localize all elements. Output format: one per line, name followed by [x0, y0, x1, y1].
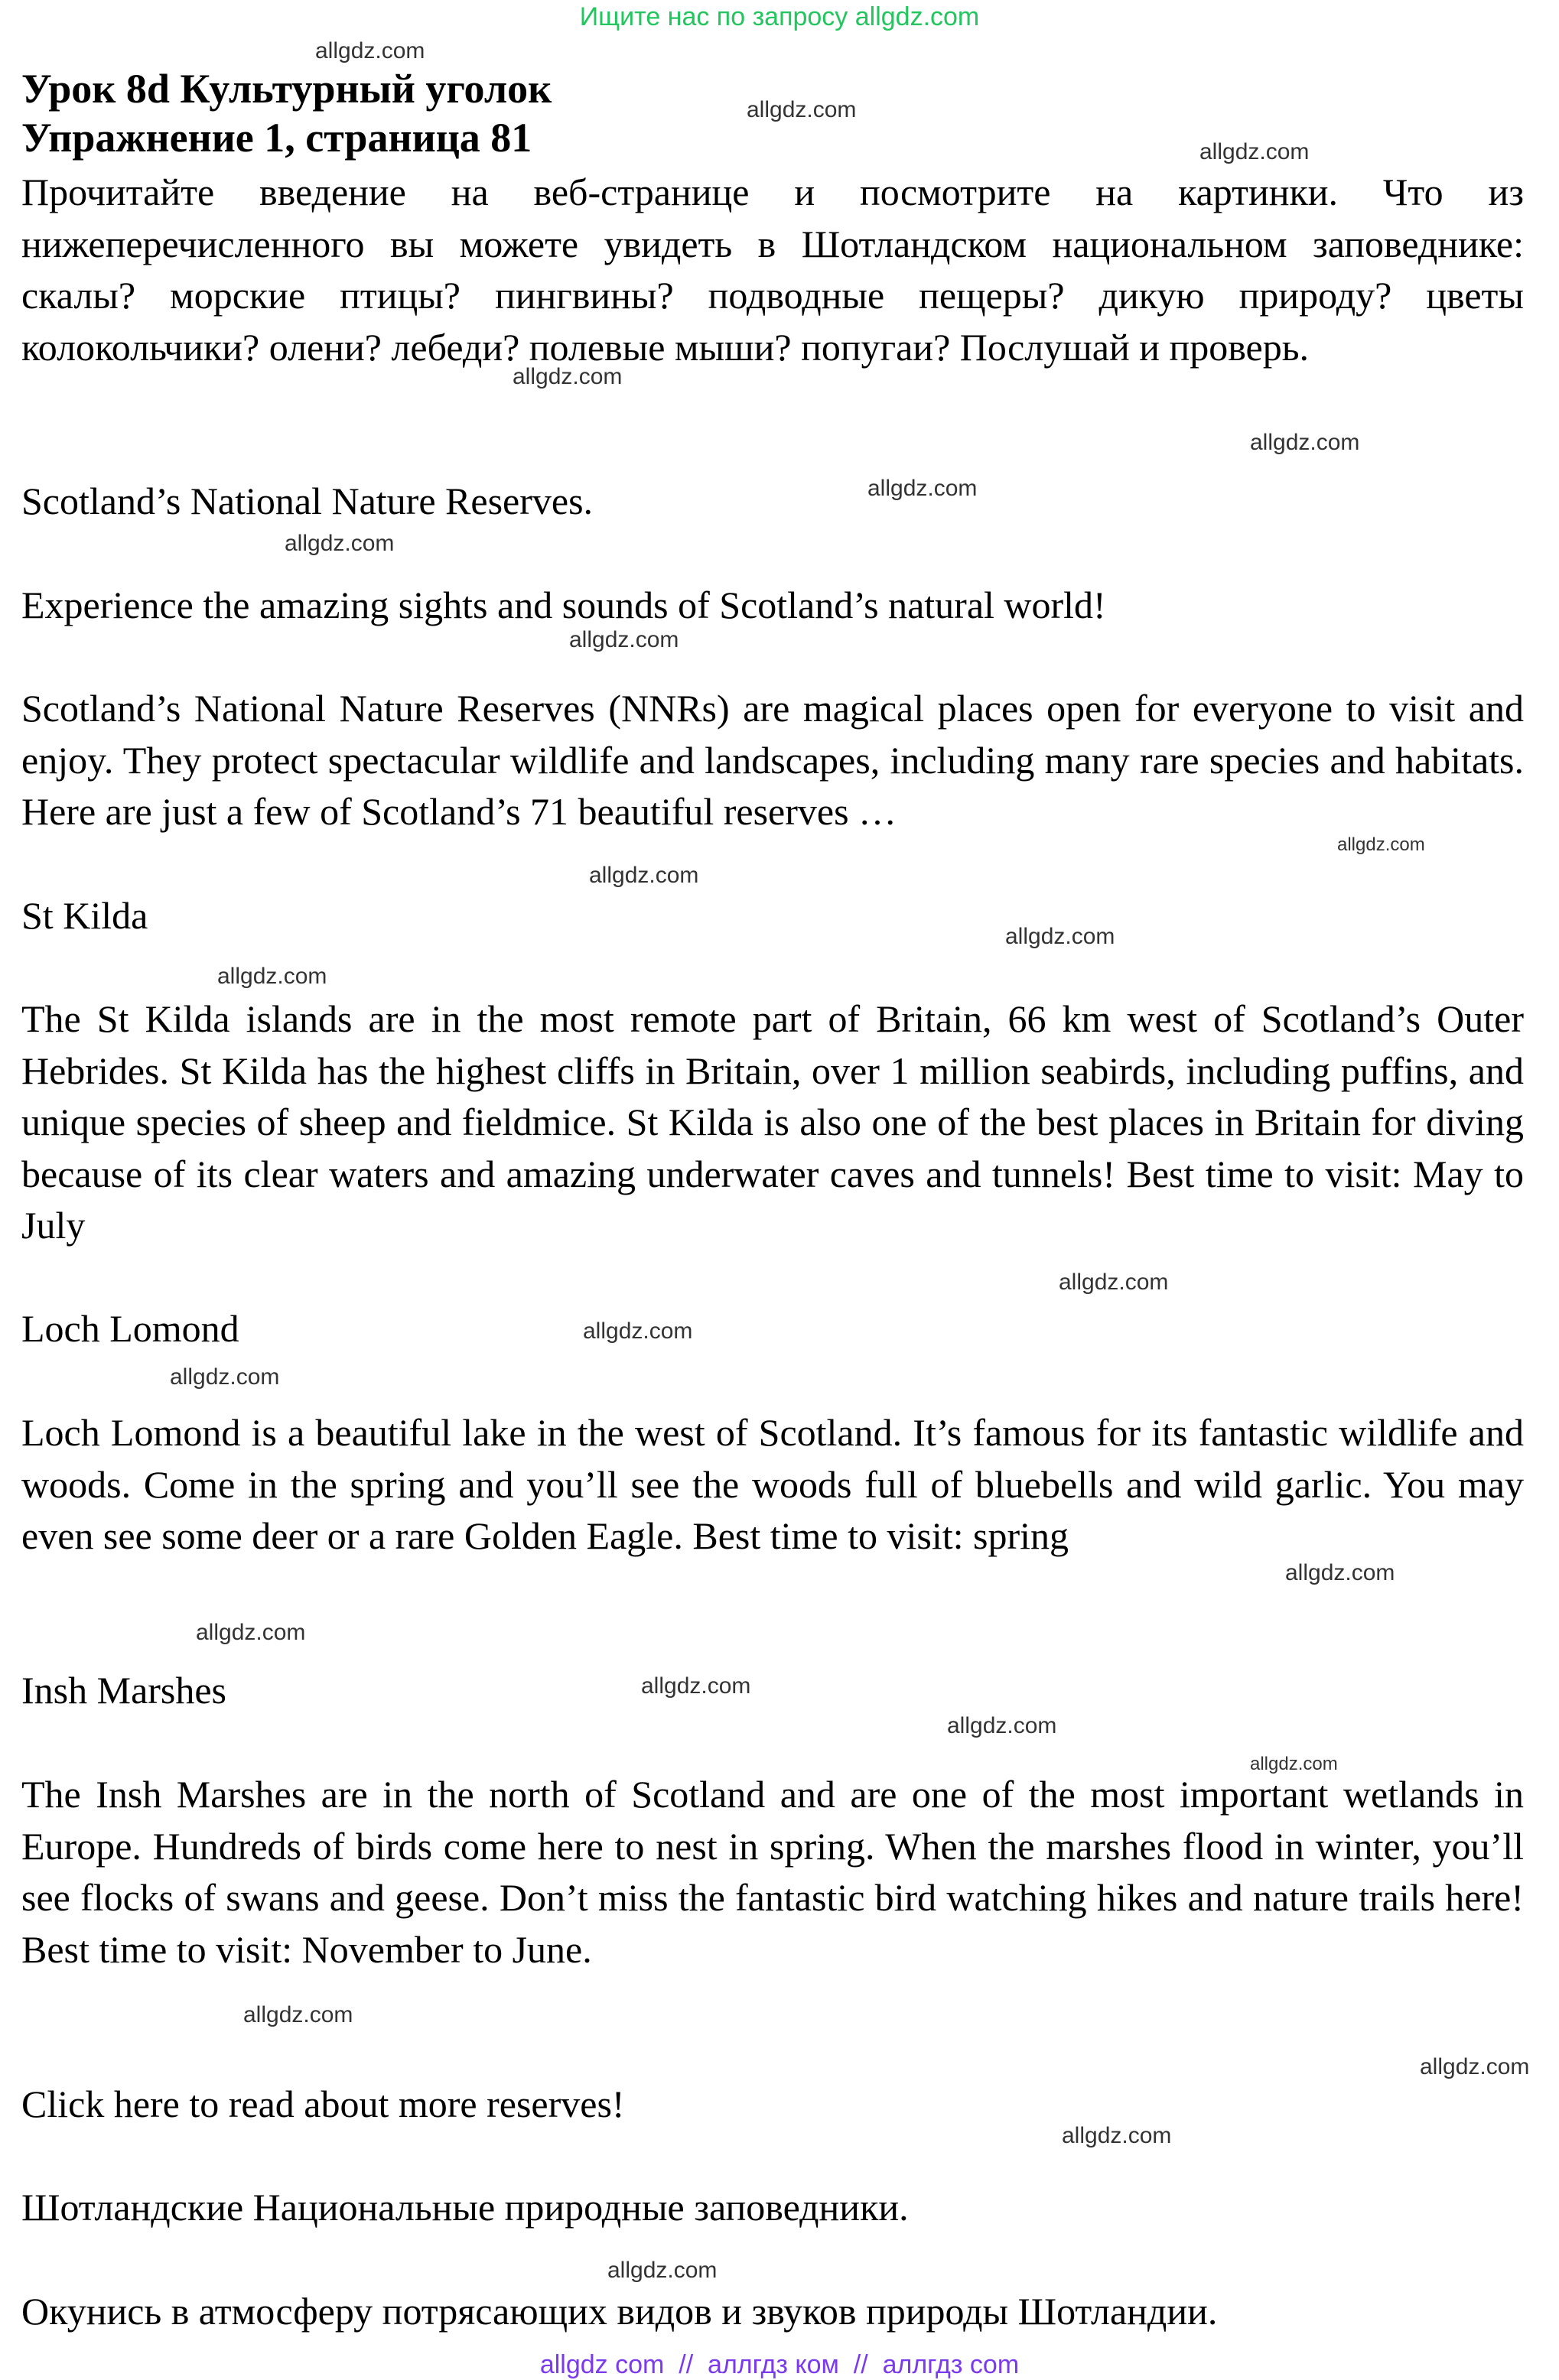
watermark: allgdz.com	[513, 364, 623, 389]
watermark: allgdz.com	[583, 1318, 693, 1344]
section-text-insh-marshes: The Insh Marshes are in the north of Scotland and are one of the most important wetlands in Europe. Hundreds of birds come here to nest in spring. When the marshes flood in winter, you’ll see flocks of swans and geese. Don’t miss the fantastic bird watching hikes and nature trails here! Best time to visit: November to June.	[21, 1773, 1524, 1971]
watermark: allgdz.com	[1005, 924, 1115, 949]
watermark: allgdz.com	[217, 964, 327, 989]
tagline: Experience the amazing sights and sounds of Scotland’s natural world!	[21, 584, 1106, 626]
top-banner: Ищите нас по запросу allgdz.com	[579, 2, 980, 31]
watermark: allgdz.com	[1250, 1754, 1338, 1774]
watermark: allgdz.com	[1285, 1560, 1395, 1585]
watermark: allgdz.com	[641, 1673, 751, 1699]
watermark: allgdz.com	[1250, 430, 1360, 455]
watermark: allgdz.com	[747, 97, 857, 122]
section-title-loch-lomond: Loch Lomond	[21, 1307, 239, 1350]
watermark: allgdz.com	[196, 1620, 306, 1645]
page-heading: Scotland’s National Nature Reserves.	[21, 480, 594, 522]
watermark: allgdz.com	[589, 863, 699, 888]
watermark: allgdz.com	[607, 2258, 718, 2283]
watermark: allgdz.com	[1199, 139, 1310, 164]
more-reserves-link[interactable]: Click here to read about more reserves!	[21, 2082, 625, 2125]
section-title-st-kilda: St Kilda	[21, 894, 148, 937]
watermark: allgdz.com	[1062, 2123, 1172, 2148]
exercise-title: Упражнение 1, страница 81	[21, 115, 532, 161]
watermark: allgdz.com	[947, 1713, 1057, 1738]
section-text-st-kilda: The St Kilda islands are in the most remote part of Britain, 66 km west of Scotland’s Outer Hebrides. St Kilda has the highest cliffs in Britain, over 1 million seabirds, including puffins, and unique species of sheep and fieldmice. St Kilda is also one of the best places in Britain for diving because of its clear waters and amazing underwater caves and tunnels! Best time to visit: May to July	[21, 997, 1524, 1247]
section-title-insh-marshes: Insh Marshes	[21, 1669, 227, 1712]
watermark: allgdz.com	[1337, 834, 1425, 855]
watermark: allgdz.com	[569, 627, 679, 652]
footer-links: allgdz com // аллгдз ком // аллгдз com	[539, 2350, 1020, 2379]
watermark: allgdz.com	[285, 531, 395, 556]
watermark: allgdz.com	[867, 476, 978, 501]
lesson-title: Урок 8d Культурный уголок	[21, 66, 552, 112]
ru-heading: Шотландские Национальные природные заповедники.	[21, 2186, 909, 2229]
section-text-loch-lomond: Loch Lomond is a beautiful lake in the west of Scotland. It’s famous for its fantastic wildlife and woods. Come in the spring and you’ll see the woods full of bluebells and wild garlic. You may even see some deer or a rare Golden Eagle. Best time to visit: spring	[21, 1411, 1524, 1557]
watermark: allgdz.com	[1059, 1270, 1169, 1295]
watermark: allgdz.com	[170, 1364, 280, 1390]
watermark: allgdz.com	[315, 38, 425, 63]
ru-tagline: Окунись в атмосферу потрясающих видов и звуков природы Шотландии.	[21, 2290, 1218, 2333]
intro-paragraph: Scotland’s National Nature Reserves (NNRs) are magical places open for everyone to visit and enjoy. They protect spectacular wildlife and landscapes, including many rare species and habitats. Here are just a few of Scotland’s 71 beautiful reserves …	[21, 687, 1524, 833]
task-text: Прочитайте введение на веб-странице и посмотрите на картинки. Что из нижеперечисленного вы можете увидеть в Шотландском национальном заповеднике: скалы? морские птицы? пингвины? подводные пещеры? дикую природу? цветы колокольчики? олени? лебеди? полевые мыши? попугаи? Послушай и проверь.	[21, 171, 1524, 369]
watermark: allgdz.com	[1420, 2054, 1530, 2079]
watermark: allgdz.com	[243, 2002, 353, 2027]
